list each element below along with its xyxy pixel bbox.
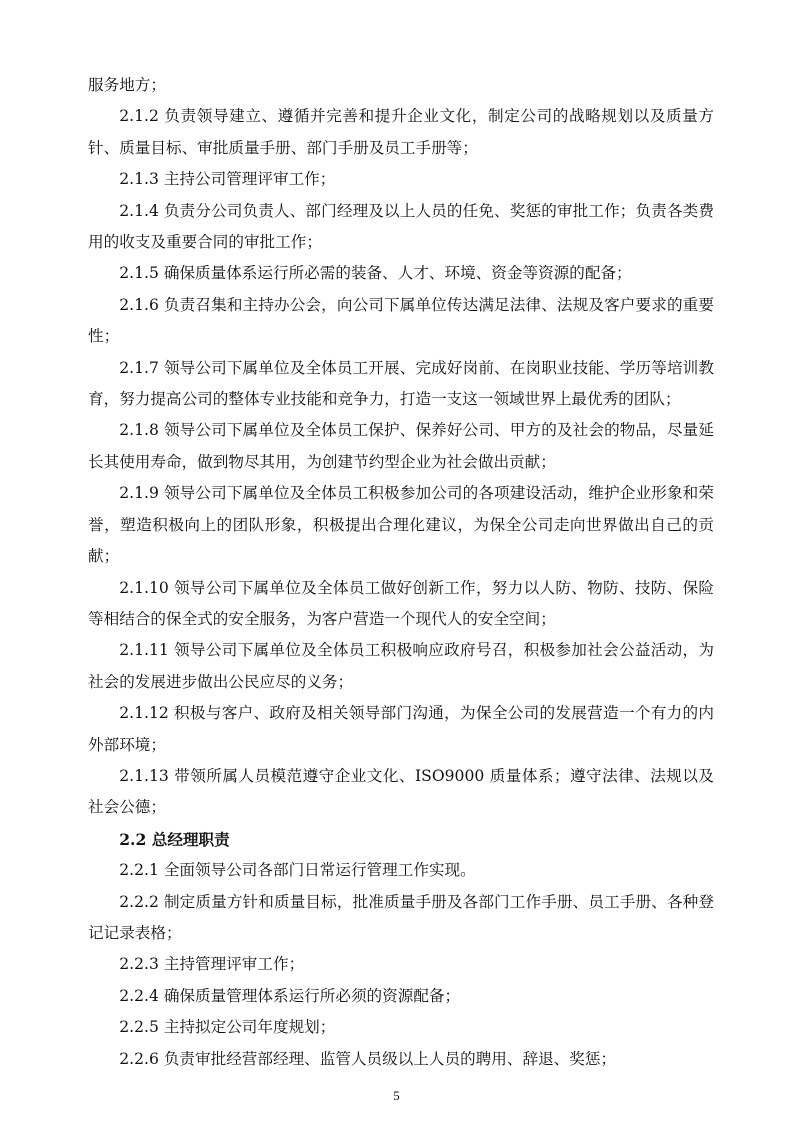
paragraph-2-1-8: 2.1.8 领导公司下属单位及全体员工保护、保养好公司、甲方的及社会的物品，尽量延长其使用寿命，做到物尽其用，为创建节约型企业为社会做出贡献； [88,421,714,471]
document-body [88,70,714,1075]
paragraph-2-2-1: 2.2.1 全面领导公司各部门日常运行管理工作实现。 [119,861,476,880]
paragraph-2-1-2: 2.1.2 负责领导建立、遵循并完善和提升企业文化，制定公司的战略规划以及质量方针、质量目标、审批质量手册、部门手册及员工手册等； [88,107,714,157]
paragraph-2-2-3: 2.2.3 主持管理评审工作； [119,955,305,974]
paragraph-2-1-13: 2.1.13 带领所属人员模范遵守企业文化、ISO9000 质量体系；遵守法律、法规以及社会公德； [88,766,714,817]
paragraph-2-2-6: 2.2.6 负责审批经营部经理、监管人员级以上人员的聘用、辞退、奖惩； [119,1049,617,1068]
paragraph-2-2-2: 2.2.2 制定质量方针和质量目标，批准质量手册及各部门工作手册、员工手册、各种登记记录表格； [88,892,714,942]
section-heading: 2.2 总经理职责 [119,829,230,849]
paragraph-2-1-6: 2.1.6 负责召集和主持办公会，向公司下属单位传达满足法律、法规及客户要求的重要性； [88,295,714,346]
paragraph-2-1-10: 2.1.10 领导公司下属单位及全体员工做好创新工作，努力以人防、物防、技防、保险等相结合的保全式的安全服务，为客户营造一个现代人的安全空间； [88,578,714,628]
paragraph-2-1-3: 2.1.3 主持公司管理评审工作； [119,170,336,189]
paragraph-2-1-7: 2.1.7 领导公司下属单位及全体员工开展、完成好岗前、在岗职业技能、学历等培训教育，努力提高公司的整体专业技能和竞争力，打造一支这一领域世界上最优秀的团队； [88,358,714,409]
paragraph-2-1-11: 2.1.11 领导公司下属单位及全体员工积极响应政府号召，积极参加社会公益活动，为社会的发展进步做出公民应尽的义务； [88,641,714,691]
page-number: 5 [393,1088,400,1103]
paragraph-2-2-5: 2.2.5 主持拟定公司年度规划； [119,1018,336,1037]
paragraph-2-1-4: 2.1.4 负责分公司负责人、部门经理及以上人员的任免、奖惩的审批工作；负责各类费用的收支及重要合同的审批工作； [88,201,714,252]
paragraph-2-1-5: 2.1.5 确保质量体系运行所必需的装备、人才、环境、资金等资源的配备； [119,264,632,283]
paragraph-2-1-12: 2.1.12 积极与客户、政府及相关领导部门沟通，为保全公司的发展营造一个有力的内外部环境； [88,704,714,754]
paragraph-2-1-9: 2.1.9 领导公司下属单位及全体员工积极参加公司的各项建设活动，维护企业形象和荣誉，塑造积极向上的团队形象，积极提出合理化建议，为保全公司走向世界做出自己的贡献； [88,484,714,566]
paragraph-2-2-4: 2.2.4 确保质量管理体系运行所必须的资源配备； [119,986,461,1005]
continuation-text: 服务地方； [88,76,166,94]
